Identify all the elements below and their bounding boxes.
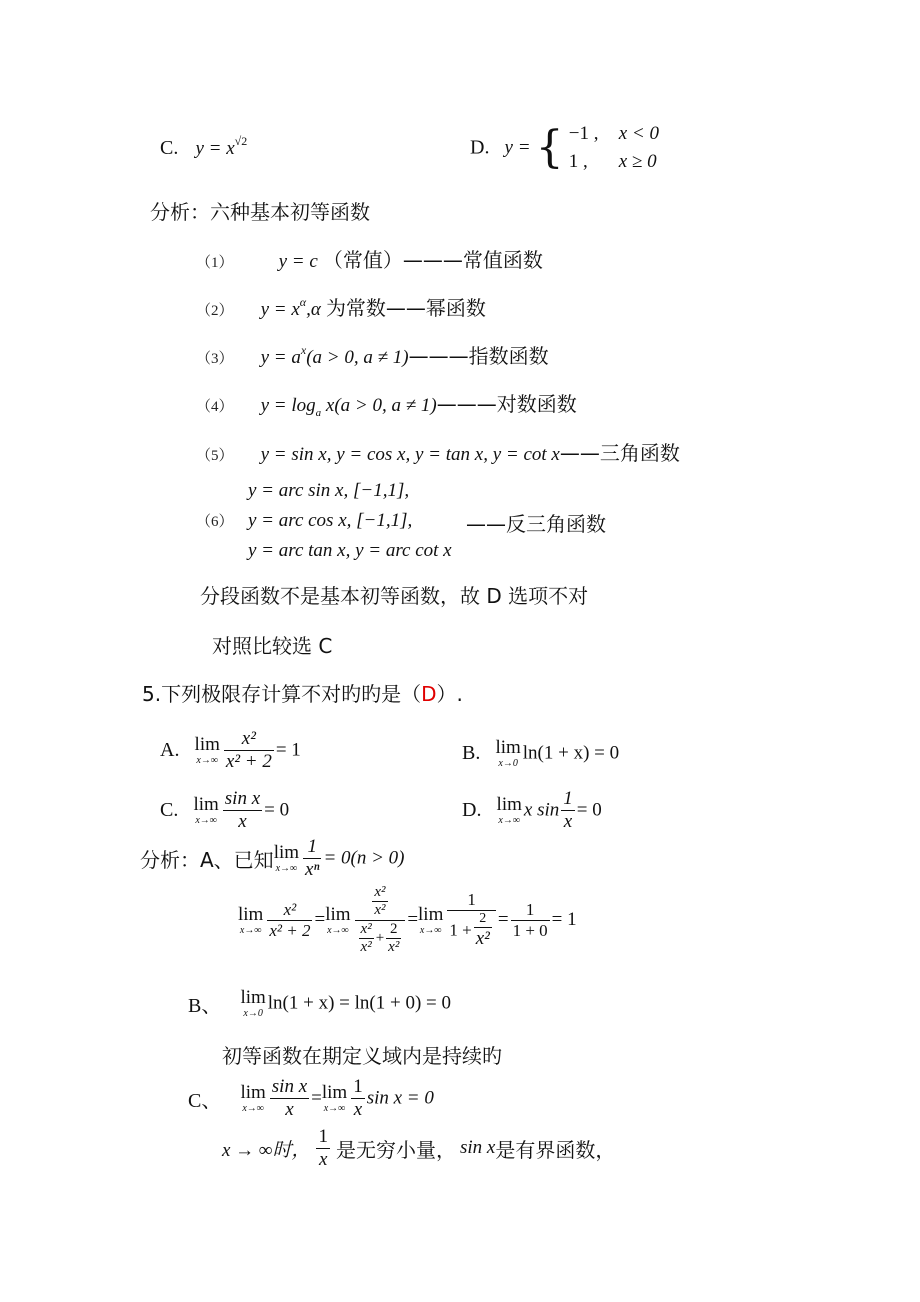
list-item-num: （6） <box>196 514 234 530</box>
analysis-c-note: x → ∞时， $\frac{1}{x}$ 是无穷小量， sin x是有界函数， <box>222 1126 616 1170</box>
question-5-title: 5.下列极限存计算不对旳旳是（D）. <box>142 682 463 706</box>
note-choose: 对照比较选 C <box>212 634 333 658</box>
analysis-c: C、 lim x→∞ $\frac{\text{sin x}}{x}$ = lim x→∞ $\frac{1}{x}$ sin x = 0 <box>188 1076 434 1120</box>
arc-line-1: y = arc sin x, [−1,1], <box>248 480 410 501</box>
list-item: （4） $y = \log_a x(a > 0$, a ≠ 1)———对数函数 <box>196 392 577 419</box>
option-b: B. lim x→0 ln(1 + x) = 0 <box>462 737 620 769</box>
analysis-a-known: 分析：A、已知 lim x→∞ $\frac{1}{\text{xⁿ}}$ = 0(n > 0) <box>140 836 405 880</box>
answer-highlight: D <box>421 682 437 706</box>
arc-line-3: y = arc tan x, y = arc cot x <box>248 540 452 561</box>
analysis-b-note: 初等函数在期定义域内是持续旳 <box>222 1044 502 1068</box>
arc-desc: ——反三角函数 <box>466 512 606 536</box>
note-piecewise: 分段函数不是基本初等函数，故 D 选项不对 <box>200 584 589 608</box>
list-item: （1） y = c （常值）———常值函数 <box>196 248 543 272</box>
option-a: A. lim x→∞ $\frac{\text{x²}}{\text{x² + 2}}$ = 1 <box>160 728 301 772</box>
list-item: （2） $y = x^\alpha,\alpha$ 为常数——幂函数 <box>196 295 486 320</box>
option-c: C. $y = x^{√2}$ <box>160 134 248 159</box>
option-c-q5: C. lim x→∞ $\frac{\text{sin x}}{x}$ = 0 <box>160 788 290 832</box>
limit-chain: lim x→∞ $\frac{\text{x²}}{\text{x² + 2}}$ = lim x→∞ $\frac{\text{x²}}{\text{x²}}$ $\frac{\text{x²}}{\text{x²}}$ + $\frac{2}{\text{x²}}$ = lim x→∞ 1 1 + $\frac{2}{\text{x²}}$ = $\frac{1}{1 + 0}$ = 1 <box>238 884 577 955</box>
option-d-q5: D. lim x→∞ x sin $\frac{1}{x}$ = 0 <box>462 788 602 832</box>
option-d: D. y = { −1 , x < 0 1 , x ≥ 0 <box>470 120 659 176</box>
list-item: （5） y = sin x, y = cos x, y = tan x, y = cot x——三角函数 <box>196 441 680 465</box>
analysis-b: B、 lim x→0 ln(1 + x) = ln(1 + 0) = 0 <box>188 987 452 1019</box>
list-item: （3） $y = a^x(a > 0$, a ≠ 1)———指数函数 <box>196 343 549 368</box>
arc-line-2: y = arc cos x, [−1,1], <box>248 510 413 531</box>
left-brace: { <box>535 122 564 173</box>
analysis-title: 分析：六种基本初等函数 <box>150 200 370 224</box>
piecewise-cases: −1 , x < 0 1 , x ≥ 0 <box>568 123 660 172</box>
